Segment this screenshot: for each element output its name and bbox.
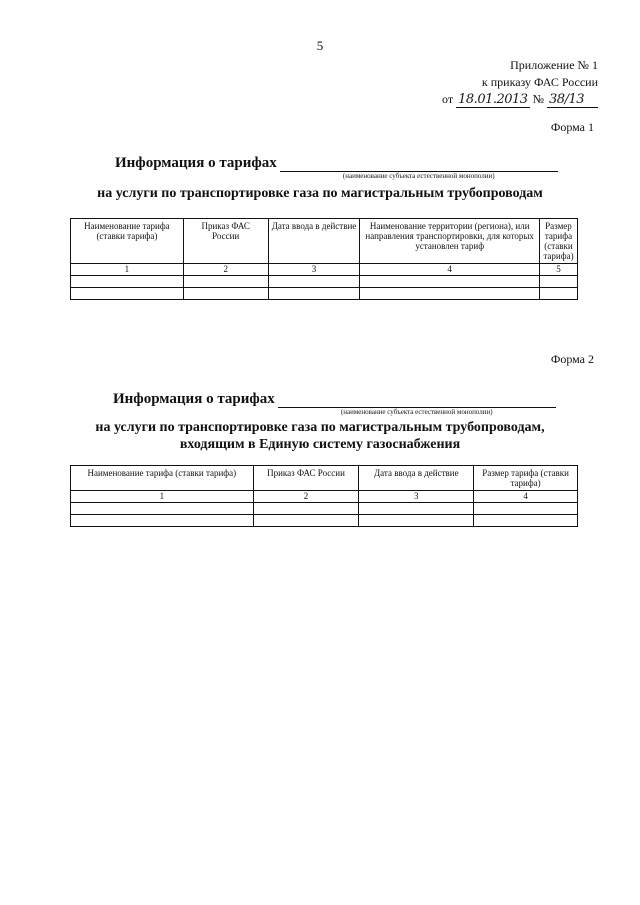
header-cell: Размер тарифа (ставки тарифа): [539, 219, 577, 264]
form1-table: [70, 218, 578, 300]
form2-label: Форма 2: [550, 352, 594, 366]
form1-title-row: [115, 155, 558, 180]
table-row: [71, 515, 578, 527]
header-cell: Дата ввода в действие: [268, 219, 360, 264]
form1-label: Форма 1: [550, 120, 594, 134]
empty-cell: [253, 515, 359, 527]
empty-cell: [71, 503, 254, 515]
header-cell: Наименование тарифа (ставки тарифа): [71, 466, 254, 491]
header-cell: Размер тарифа (ставки тарифа): [474, 466, 578, 491]
column-number: 4: [360, 264, 540, 276]
form2-title: Информация о тарифах: [113, 391, 275, 407]
column-number: 3: [359, 491, 474, 503]
appendix-date-number: [442, 92, 598, 108]
empty-cell: [71, 515, 254, 527]
empty-cell: [268, 288, 360, 300]
table-header-row: [71, 219, 578, 264]
page-number: 5: [316, 38, 324, 53]
empty-cell: [253, 503, 359, 515]
header-cell: Наименование территории (региона), или направления транспортировки, для которых установлен тариф: [360, 219, 540, 264]
empty-cell: [359, 503, 474, 515]
appendix-title: Приложение № 1: [510, 58, 598, 72]
handwritten-number: 38/13: [547, 93, 598, 108]
column-number: 5: [539, 264, 577, 276]
appendix-order-ref: к приказу ФАС России: [481, 75, 598, 89]
form1-entity-caption: (наименование субъекта естественной монополии): [342, 172, 495, 180]
form1-title: Информация о тарифах: [115, 155, 277, 171]
form2-entity-line: [278, 391, 556, 416]
empty-cell: [360, 288, 540, 300]
form2-entity-caption: (наименование субъекта естественной монополии): [340, 408, 493, 416]
empty-cell: [474, 503, 578, 515]
empty-cell: [539, 276, 577, 288]
handwritten-date: 18.01.2013: [458, 92, 528, 107]
empty-cell: [359, 515, 474, 527]
number-label: №: [532, 92, 545, 106]
form1-entity-line: [280, 155, 558, 180]
table-row: [71, 288, 578, 300]
column-number: 2: [183, 264, 268, 276]
table-row: [71, 276, 578, 288]
form2-subtitle-line1: на услуги по транспортировке газа по магистральным трубопроводам,: [95, 420, 545, 435]
empty-cell: [71, 288, 184, 300]
table-number-row: [71, 264, 578, 276]
empty-cell: [183, 288, 268, 300]
empty-cell: [539, 288, 577, 300]
header-cell: Дата ввода в действие: [359, 466, 474, 491]
column-number: 3: [268, 264, 360, 276]
form2-title-row: [113, 391, 556, 416]
empty-cell: [474, 515, 578, 527]
column-number: 4: [474, 491, 578, 503]
empty-cell: [71, 276, 184, 288]
table-row: [71, 503, 578, 515]
form2-subtitle-line2: входящим в Единую систему газоснабжения: [179, 437, 461, 452]
header-cell: Приказ ФАС России: [253, 466, 359, 491]
form2-table: [70, 465, 578, 527]
empty-cell: [360, 276, 540, 288]
empty-cell: [183, 276, 268, 288]
column-number: 2: [253, 491, 359, 503]
column-number: 1: [71, 491, 254, 503]
column-number: 1: [71, 264, 184, 276]
form1-subtitle: на услуги по транспортировке газа по магистральным трубопроводам: [97, 186, 543, 201]
table-number-row: [71, 491, 578, 503]
table-header-row: [71, 466, 578, 491]
header-cell: Наименование тарифа (ставки тарифа): [71, 219, 184, 264]
header-cell: Приказ ФАС России: [183, 219, 268, 264]
from-label: от: [442, 92, 454, 106]
empty-cell: [268, 276, 360, 288]
